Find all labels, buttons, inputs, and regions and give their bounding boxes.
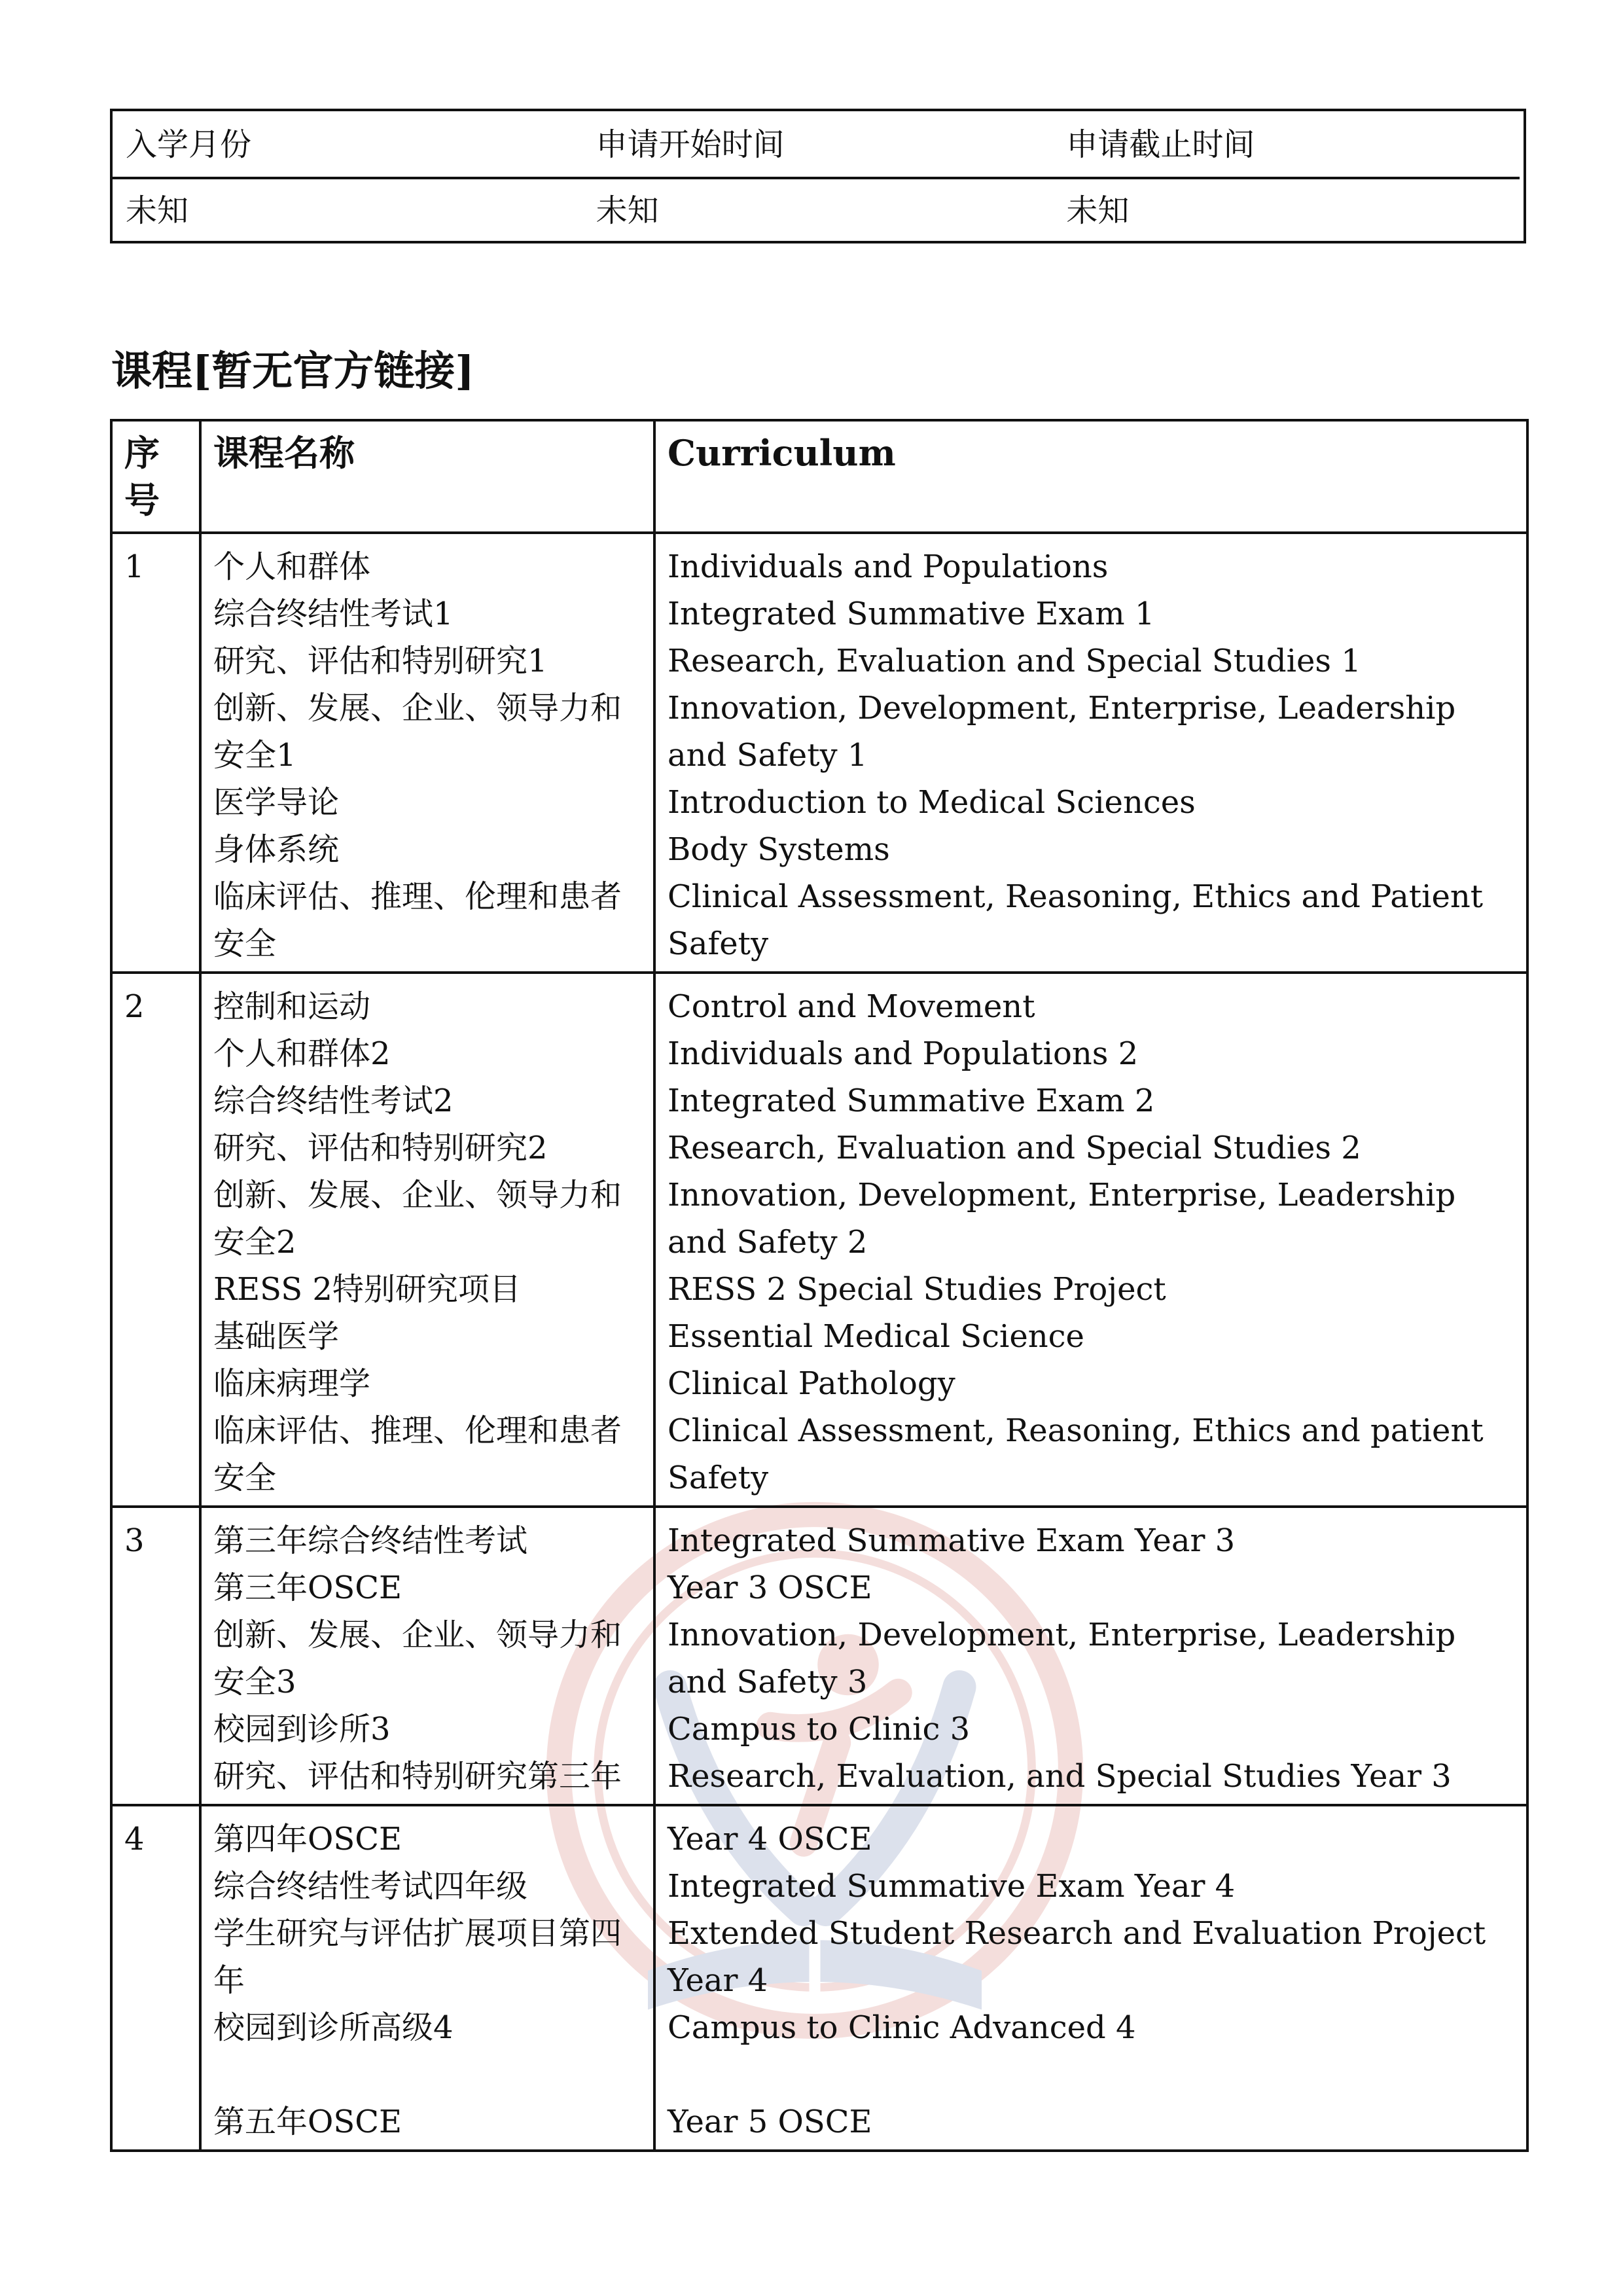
course-item: 第三年综合终结性考试	[213, 1522, 528, 1559]
course-item: Research, Evaluation and Special Studies 1	[668, 643, 1361, 679]
course-item: 综合终结性考试1	[213, 596, 454, 632]
course-item: 控制和运动	[213, 988, 371, 1025]
course-item: 个人和群体	[213, 548, 371, 585]
course-item: Clinical Assessment, Reasoning, Ethics and patient Safety	[668, 1412, 1484, 1496]
course-item: Year 3 OSCE	[668, 1570, 872, 1606]
table-row	[111, 973, 1527, 1507]
course-item: 研究、评估和特别研究2	[213, 1130, 548, 1166]
intake-table	[110, 109, 1526, 243]
intake-header-cell: 申请截止时间	[1066, 126, 1255, 163]
course-item: Research, Evaluation, and Special Studies Year 3	[668, 1758, 1452, 1795]
course-item: Body Systems	[668, 831, 890, 868]
course-item: 综合终结性考试2	[213, 1083, 454, 1119]
course-item: 创新、发展、企业、领导力和安全1	[213, 690, 622, 774]
blank-line	[213, 2051, 641, 2098]
course-item: Individuals and Populations 2	[668, 1035, 1139, 1072]
course-names-en	[654, 533, 1527, 973]
course-item: 基础医学	[213, 1318, 340, 1355]
course-item: Year 5 OSCE	[668, 2104, 872, 2140]
course-item: 研究、评估和特别研究1	[213, 643, 548, 679]
course-item: 第三年OSCE	[213, 1570, 402, 1606]
course-item: 个人和群体2	[213, 1035, 391, 1072]
row-index: 3	[111, 1507, 200, 1805]
intake-value-cell: 未知	[1066, 192, 1130, 229]
course-item: Integrated Summative Exam 2	[668, 1083, 1155, 1119]
course-item: Integrated Summative Exam Year 4	[668, 1868, 1236, 1905]
course-names-cn	[200, 973, 654, 1507]
row-index: 1	[111, 533, 200, 973]
course-item: Clinical Assessment, Reasoning, Ethics and Patient Safety	[668, 878, 1484, 962]
intake-header-cell: 申请开始时间	[596, 126, 785, 163]
course-item: Innovation, Development, Enterprise, Leadership and Safety 2	[668, 1177, 1456, 1261]
course-item: RESS 2特别研究项目	[213, 1271, 521, 1308]
course-item: Research, Evaluation and Special Studies 2	[668, 1130, 1361, 1166]
table-row	[111, 533, 1527, 973]
course-item: 身体系统	[213, 831, 340, 868]
course-item: Campus to Clinic Advanced 4	[668, 2009, 1136, 2046]
section-title: 课程[暂无官方链接]	[111, 347, 474, 395]
intake-value-cell: 未知	[126, 192, 189, 229]
intake-header-row	[113, 111, 1524, 178]
blank-line	[668, 2051, 1514, 2098]
course-item: 临床病理学	[213, 1365, 371, 1402]
course-item: 医学导论	[213, 784, 340, 821]
course-item: Innovation, Development, Enterprise, Leadership and Safety 1	[668, 690, 1456, 774]
header-name-en: Curriculum	[654, 420, 1527, 533]
course-item: 临床评估、推理、伦理和患者安全	[213, 1412, 622, 1496]
table-row	[111, 1805, 1527, 2151]
course-names-en	[654, 1805, 1527, 2151]
course-item: Clinical Pathology	[668, 1365, 955, 1402]
course-item: RESS 2 Special Studies Project	[668, 1271, 1166, 1308]
header-index: 序号	[111, 420, 200, 533]
course-item: Innovation, Development, Enterprise, Leadership and Safety 3	[668, 1617, 1456, 1700]
course-item: Integrated Summative Exam Year 3	[668, 1522, 1236, 1559]
course-names-en	[654, 1507, 1527, 1805]
row-index: 4	[111, 1805, 200, 2151]
course-item: 研究、评估和特别研究第三年	[213, 1758, 622, 1795]
course-item: 第五年OSCE	[213, 2104, 402, 2140]
course-names-en	[654, 973, 1527, 1507]
intake-value-cell: 未知	[596, 192, 659, 229]
header-name-cn: 课程名称	[200, 420, 654, 533]
intake-value-row	[113, 178, 1524, 243]
course-item: Year 4 OSCE	[668, 1821, 872, 1857]
course-names-cn	[200, 1507, 654, 1805]
course-item: Integrated Summative Exam 1	[668, 596, 1155, 632]
course-item: 校园到诊所3	[213, 1711, 391, 1748]
course-item: 创新、发展、企业、领导力和安全3	[213, 1617, 622, 1700]
course-item: Campus to Clinic 3	[668, 1711, 971, 1748]
course-item: Extended Student Research and Evaluation Project Year 4	[668, 1915, 1486, 1999]
course-item: Essential Medical Science	[668, 1318, 1084, 1355]
row-index: 2	[111, 973, 200, 1507]
course-item: 临床评估、推理、伦理和患者安全	[213, 878, 622, 962]
course-item: 学生研究与评估扩展项目第四年	[213, 1915, 622, 1999]
intake-header-cell: 入学月份	[126, 126, 252, 163]
course-item: Introduction to Medical Sciences	[668, 784, 1196, 821]
course-item: 第四年OSCE	[213, 1821, 402, 1857]
curriculum-body	[111, 533, 1527, 2151]
course-item: 创新、发展、企业、领导力和安全2	[213, 1177, 622, 1261]
course-item: 校园到诊所高级4	[213, 2009, 454, 2046]
course-item: Individuals and Populations	[668, 548, 1109, 585]
curriculum-table	[110, 419, 1529, 2152]
course-item: 综合终结性考试四年级	[213, 1868, 528, 1905]
course-item: Control and Movement	[668, 988, 1035, 1025]
course-names-cn	[200, 1805, 654, 2151]
table-row	[111, 1507, 1527, 1805]
curriculum-header-row	[111, 420, 1527, 533]
course-names-cn	[200, 533, 654, 973]
